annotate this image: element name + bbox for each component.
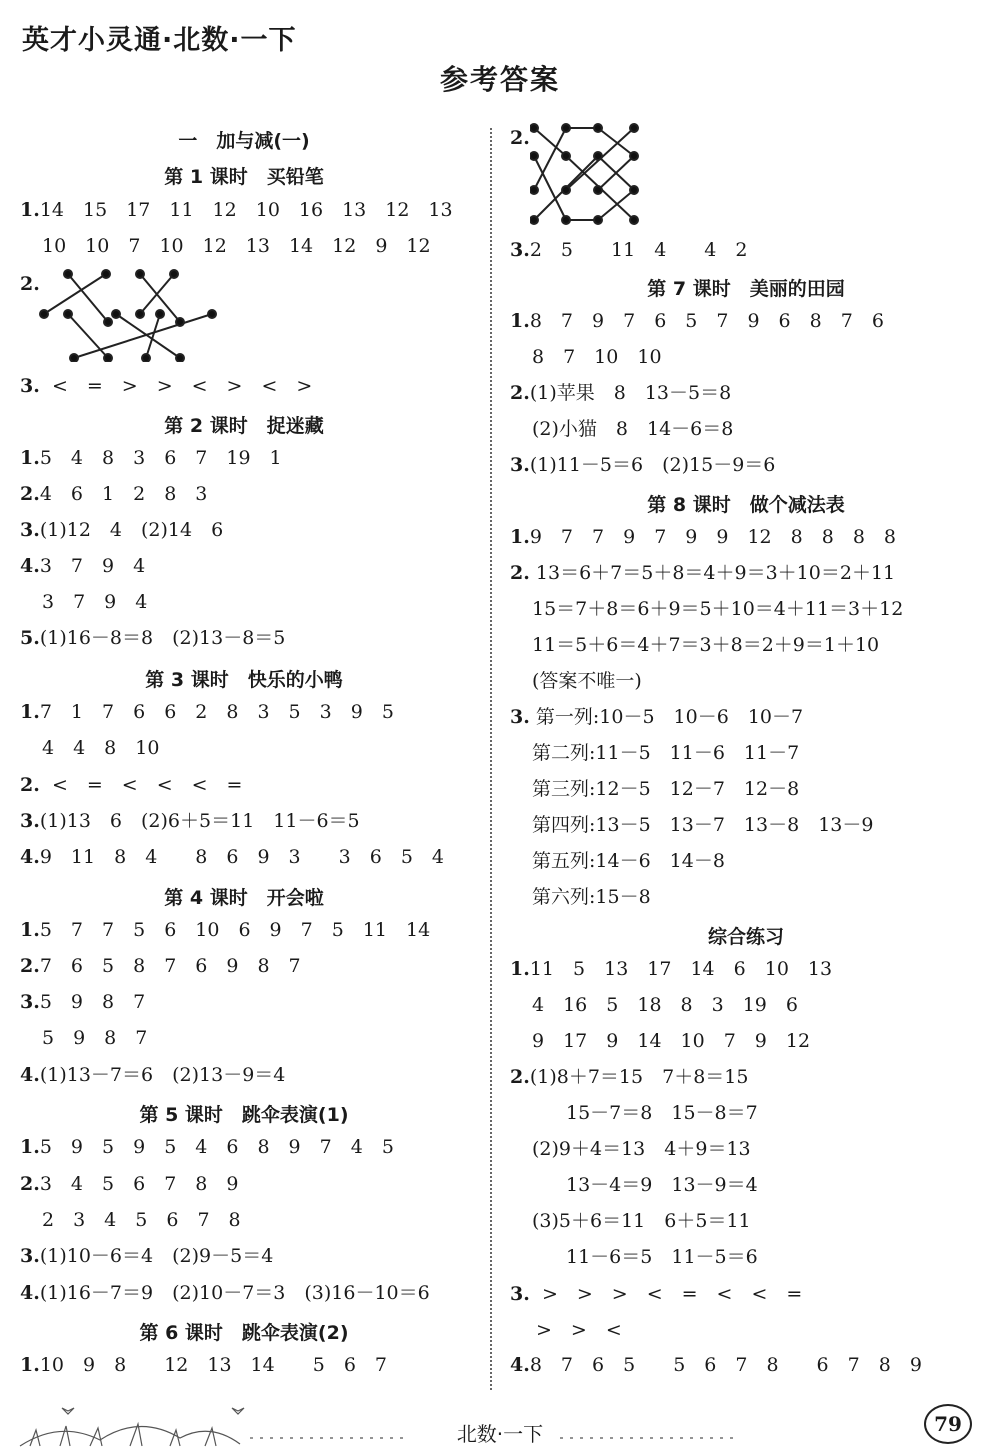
answer-line: 2. < = < < < = bbox=[20, 774, 243, 796]
footer-subject: 北数·一下 bbox=[456, 1422, 544, 1446]
answer-line: 4 16 5 18 8 3 19 6 bbox=[532, 994, 798, 1016]
page-footer bbox=[0, 1400, 1000, 1449]
answer-line: 3.2 5 11 4 4 2 bbox=[510, 239, 748, 261]
answer-line: 10 10 7 10 12 13 14 12 9 12 bbox=[42, 235, 431, 257]
page-title: 参考答案 bbox=[439, 63, 560, 96]
answer-line: 第六列:15－8 bbox=[532, 886, 651, 908]
answer-line: 1.8 7 9 7 6 5 7 9 6 8 7 6 bbox=[510, 310, 884, 332]
review-title: 综合练习 bbox=[707, 926, 784, 948]
answer-line: 4.(1)16－7＝9 (2)10－7＝3 (3)16－10＝6 bbox=[20, 1282, 430, 1304]
answer-line: 第五列:14－6 14－8 bbox=[532, 850, 725, 872]
answer-line: 13－4＝9 13－9＝4 bbox=[566, 1174, 758, 1196]
answer-line: 2.4 6 1 2 8 3 bbox=[20, 483, 208, 505]
answer-line: 3.5 9 8 7 bbox=[20, 991, 146, 1013]
answer-line: 1.5 9 5 9 5 4 6 8 9 7 4 5 bbox=[20, 1136, 394, 1158]
answer-line: 8 7 10 10 bbox=[532, 346, 662, 368]
lesson-6-title: 第 6 课时 跳伞表演(2) bbox=[139, 1322, 349, 1344]
answer-note: (答案不唯一) bbox=[532, 670, 642, 692]
answer-line: 15－7＝8 15－8＝7 bbox=[566, 1102, 758, 1124]
answer-line: 11＝5＋6＝4＋7＝3＋8＝2＋9＝1＋10 bbox=[532, 634, 880, 656]
answer-line: 2 3 4 5 6 7 8 bbox=[42, 1209, 241, 1231]
answer-line: (2)小猫 8 14－6＝8 bbox=[532, 418, 734, 440]
answer-line: 1.5 7 7 5 6 10 6 9 7 5 11 14 bbox=[20, 919, 431, 941]
answer-line: 4.(1)13－7＝6 (2)13－9＝4 bbox=[20, 1064, 286, 1086]
answer-line: 3. 第一列:10－5 10－6 10－7 bbox=[510, 706, 804, 728]
answer-line: 3.(1)13 6 (2)6＋5＝11 11－6＝5 bbox=[20, 810, 360, 832]
answer-line: 2.3 4 5 6 7 8 9 bbox=[20, 1173, 239, 1195]
answer-line: (3)5＋6＝11 6＋5＝11 bbox=[532, 1210, 751, 1232]
lesson-2-title: 第 2 课时 捉迷藏 bbox=[164, 415, 324, 437]
answer-line: (2)9＋4＝13 4＋9＝13 bbox=[532, 1138, 751, 1160]
lesson-8-title: 第 8 课时 做个减法表 bbox=[647, 494, 845, 516]
answer-line: 4.8 7 6 5 5 6 7 8 6 7 8 9 bbox=[510, 1354, 922, 1376]
answer-line: 1.5 4 8 3 6 7 19 1 bbox=[20, 447, 282, 469]
answer-line: 2.(1)8＋7＝15 7＋8＝15 bbox=[510, 1066, 749, 1088]
lesson-1-title: 第 1 课时 买铅笔 bbox=[164, 166, 324, 188]
answer-number: 2. bbox=[20, 273, 40, 295]
answer-line: 第二列:11－5 11－6 11－7 bbox=[532, 742, 800, 764]
answer-line: 3 7 9 4 bbox=[42, 591, 148, 613]
answer-number: 2. bbox=[510, 127, 530, 149]
page-number: 79 bbox=[924, 1404, 972, 1444]
answer-line: 1.11 5 13 17 14 6 10 13 bbox=[510, 958, 833, 980]
unit-title: 一 加与减(一) bbox=[178, 130, 310, 152]
answer-line: 15＝7＋8＝6＋9＝5＋10＝4＋11＝3＋12 bbox=[532, 598, 904, 620]
answer-line: 1.14 15 17 11 12 10 16 13 12 13 bbox=[20, 199, 453, 221]
answer-line: 1.7 1 7 6 6 2 8 3 5 3 9 5 bbox=[20, 701, 394, 723]
lesson-5-title: 第 5 课时 跳伞表演(1) bbox=[139, 1104, 349, 1126]
matching-diagram bbox=[36, 266, 226, 362]
answer-line: 5.(1)16－8＝8 (2)13－8＝5 bbox=[20, 627, 286, 649]
lesson-3-title: 第 3 课时 快乐的小鸭 bbox=[145, 669, 343, 691]
answer-line: 4 4 8 10 bbox=[42, 737, 160, 759]
answer-line: 3.(1)11－5＝6 (2)15－9＝6 bbox=[510, 454, 776, 476]
answer-line: 2.(1)苹果 8 13－5＝8 bbox=[510, 382, 732, 404]
answer-line: 3. > > > < = < < = bbox=[510, 1283, 803, 1305]
answer-line: 1.10 9 8 12 13 14 5 6 7 bbox=[20, 1354, 387, 1376]
answer-line: 第四列:13－5 13－7 13－8 13－9 bbox=[532, 814, 874, 836]
answer-line: 第三列:12－5 12－7 12－8 bbox=[532, 778, 800, 800]
answer-line: 3.(1)12 4 (2)14 6 bbox=[20, 519, 224, 541]
answer-line: 3. < = > > < > < > bbox=[20, 375, 313, 397]
answer-line: 4.3 7 9 4 bbox=[20, 555, 146, 577]
answer-line: 9 17 9 14 10 7 9 12 bbox=[532, 1030, 811, 1052]
answer-line: 5 9 8 7 bbox=[42, 1027, 148, 1049]
column-divider bbox=[490, 128, 492, 1390]
matching-diagram bbox=[530, 122, 646, 226]
answer-line: > > < bbox=[536, 1319, 622, 1341]
lesson-7-title: 第 7 课时 美丽的田园 bbox=[647, 278, 845, 300]
answer-line: 2.7 6 5 8 7 6 9 8 7 bbox=[20, 955, 301, 977]
answer-line: 3.(1)10－6＝4 (2)9－5＝4 bbox=[20, 1245, 274, 1267]
answer-line: 1.9 7 7 9 7 9 9 12 8 8 8 8 bbox=[510, 526, 896, 548]
book-title: 英才小灵通·北数·一下 bbox=[22, 25, 297, 56]
answer-line: 11－6＝5 11－5＝6 bbox=[566, 1246, 758, 1268]
lesson-4-title: 第 4 课时 开会啦 bbox=[164, 887, 324, 909]
answer-line: 4.9 11 8 4 8 6 9 3 3 6 5 4 bbox=[20, 846, 444, 868]
answer-line: 2. 13＝6＋7＝5＋8＝4＋9＝3＋10＝2＋11 bbox=[510, 562, 896, 584]
